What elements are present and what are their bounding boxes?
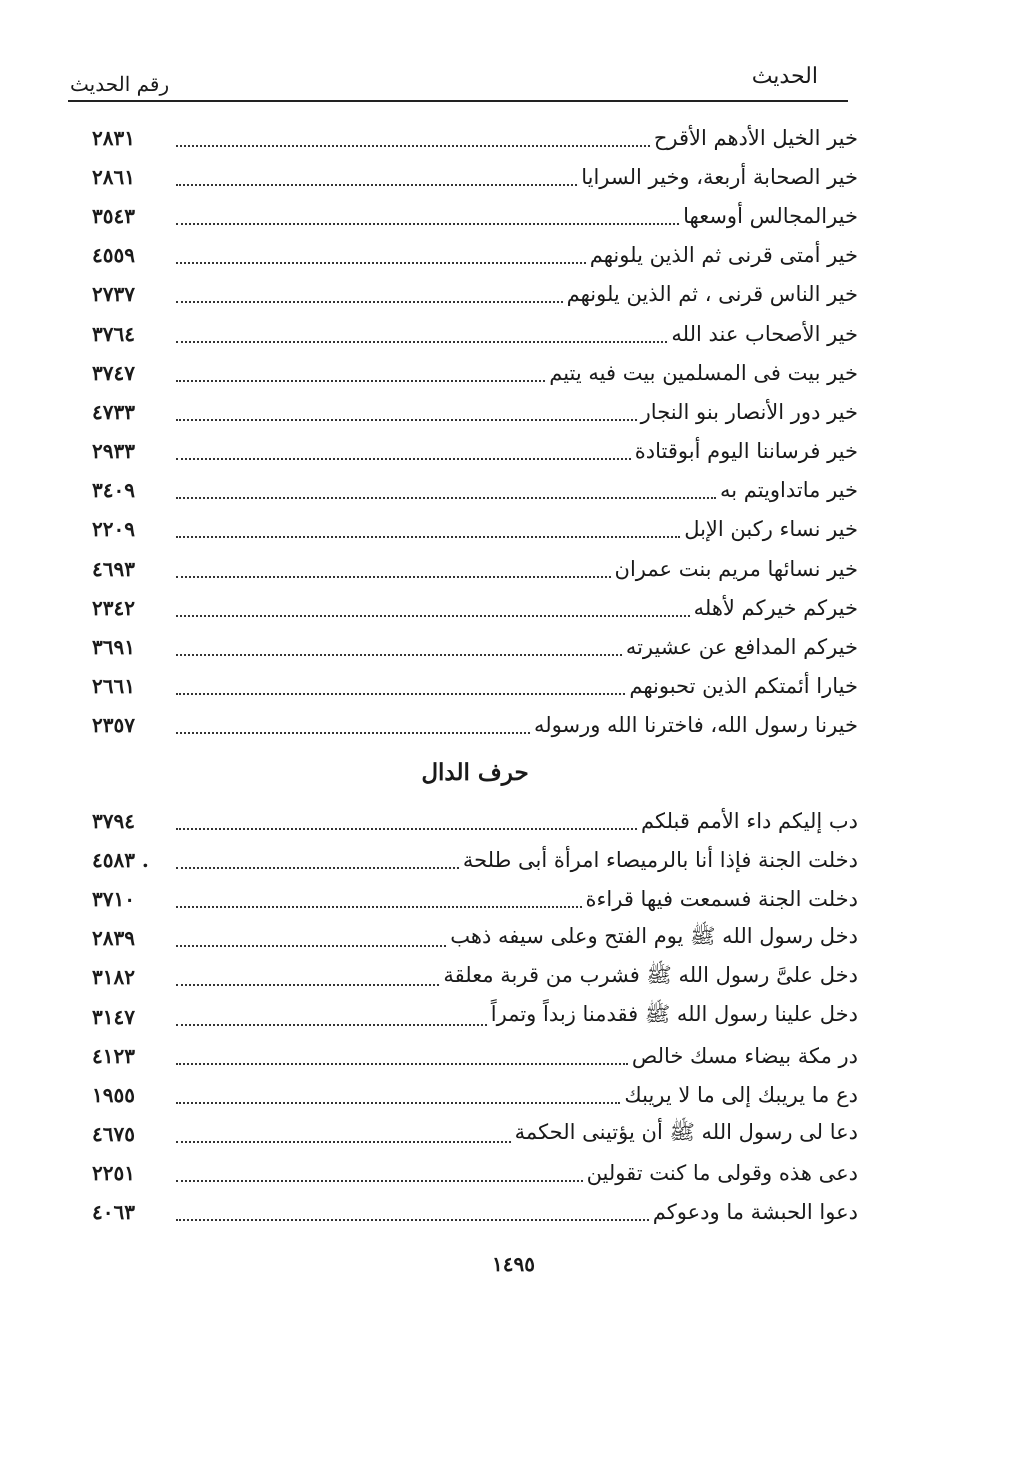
index-entry [92,997,858,1036]
running-header [68,62,848,102]
index-entry [92,879,858,918]
entry-number: ٤٦٩٣ [92,556,135,581]
entry-text: دخلت الجنة فإذا أنا بالرميصاء امرأة أبى طلحة [462,847,858,872]
entry-text: خير فرساننا اليوم أبوقتادة [634,439,858,464]
page-number: ١٤٩٥ [492,1252,535,1276]
index-entry [92,236,858,275]
dot-leader [176,223,679,225]
index-entry [92,1036,858,1075]
dot-leader [176,1141,511,1143]
dot-leader [176,184,577,186]
entry-text: دخل علينا رسول الله ﷺ فقدمنا زبداً وتمراً [490,1002,858,1027]
entry-number: ٢٨٦١ [92,164,135,189]
entry-text: دعوا الحبشة ما ودعوكم [652,1200,858,1225]
dot-leader [176,867,459,869]
index-entry [92,667,858,706]
dot-leader [176,906,582,908]
dot-leader [176,301,563,303]
dot-leader [176,732,530,734]
dot-leader [176,1180,583,1182]
entry-number: ٣١٤٧ [92,1004,135,1029]
entry-text: دخل علىَّ رسول الله ﷺ فشرب من قربة معلقة [443,962,858,987]
index-entry [92,706,858,745]
entry-number: ٢٦٦١ [92,674,135,699]
dot-leader [176,1063,628,1065]
entry-number: ٣٤٠٩ [92,478,135,503]
entry-text: دخل رسول الله ﷺ يوم الفتح وعلى سيفه ذهب [450,923,858,948]
entry-number: ٤١٢٣ [92,1043,135,1068]
entry-text: خيركم المدافع عن عشيرته [625,635,858,660]
kha-entries [92,118,858,745]
entry-number: ٢٨٣١ [92,125,135,150]
index-entry [92,157,858,196]
index-entry [92,958,858,997]
index-entry [92,588,858,627]
entry-text: خيركم خيركم لأهله [693,595,858,620]
index-entry [92,510,858,549]
entry-number: ٣٧٩٤ [92,808,135,833]
entry-text: دع ما يريبك إلى ما لا يريبك [624,1082,858,1107]
entry-number: ٢٢٠٩ [92,517,135,542]
entry-number: ١٩٥٥ [92,1082,135,1107]
index-entry [92,1193,858,1232]
entry-number: ٢٢٥١ [92,1161,135,1186]
dot-leader [176,1024,487,1026]
entry-text: خير نساء ركبن الإبل [684,517,858,542]
entry-number: ٢٧٣٧ [92,282,135,307]
entry-text: دعا لى رسول الله ﷺ أن يؤتينى الحكمة [514,1119,858,1144]
index-entry [92,919,858,958]
entry-text: خير ماتداويتم به [719,478,858,503]
dal-entries [92,801,858,1232]
index-entry [92,840,858,879]
entry-number: ٣١٨٢ [92,965,135,990]
dot-leader [176,341,667,343]
entry-number: ٣٧١٠ [92,886,135,911]
entry-text: خير الأصحاب عند الله [671,321,858,346]
index-entry [92,314,858,353]
dot-leader [176,693,625,695]
entry-number: ٤٧٣٣ [92,399,135,424]
dot-leader [176,654,622,656]
entry-number: ٤٥٨٣ . [92,847,149,872]
dot-leader [176,1219,649,1221]
index-entry [92,801,858,840]
entry-number: ٣٧٤٧ [92,360,135,385]
index-entry [92,1154,858,1193]
section-title: حرف الدال [421,759,529,786]
entry-number: ٢٣٤٢ [92,595,135,620]
dot-leader [176,945,446,947]
dot-leader [176,380,545,382]
index-entry [92,118,858,157]
dot-leader [176,497,716,499]
dot-leader [176,536,680,538]
index-entry [92,471,858,510]
entry-text: خير الناس قرنى ، ثم الذين يلونهم [566,282,858,307]
dot-leader [176,1102,620,1104]
entry-text: خيارا أئمتكم الذين تحبونهم [629,674,858,699]
entry-text: خير دور الأنصار بنو النجار [640,399,858,424]
entry-text: خير أمتى قرنى ثم الذين يلونهم [589,243,858,268]
index-entry [92,1075,858,1114]
index-list [92,118,858,1232]
index-entry [92,275,858,314]
entry-number: ٣٥٤٣ [92,203,135,228]
entry-text: خير الصحابة أربعة، وخير السرايا [581,164,858,189]
index-entry [92,196,858,235]
entry-number: ٤٥٥٩ [92,243,135,268]
index-entry [92,627,858,666]
index-entry [92,432,858,471]
dot-leader [176,984,439,986]
dot-leader [176,145,650,147]
entry-text: خير نسائها مريم بنت عمران [614,556,858,581]
entry-number: ٣٦٩١ [92,635,135,660]
entry-text: در مكة بيضاء مسك خالص [631,1043,858,1068]
dot-leader [176,458,631,460]
entry-text: دخلت الجنة فسمعت فيها قراءة [585,886,858,911]
header-hadith-label: الحديث [751,64,818,89]
entry-number: ٢٣٥٧ [92,713,135,738]
index-entry [92,1115,858,1154]
entry-text: خير بيت فى المسلمين بيت فيه يتيم [549,360,858,385]
entry-text: خيرالمجالس أوسعها [683,203,858,228]
dot-leader [176,576,611,578]
entry-number: ٤٦٧٥ [92,1122,135,1147]
entry-text: دعى هذه وقولى ما كنت تقولين [586,1161,858,1186]
entry-number: ٢٩٣٣ [92,439,135,464]
index-entry [92,392,858,431]
entry-number: ٣٧٦٤ [92,321,135,346]
dot-leader [176,262,586,264]
entry-number: ٤٠٦٣ [92,1200,135,1225]
dot-leader [176,615,690,617]
entry-text: دب إليكم داء الأمم قبلكم [641,808,858,833]
dot-leader [176,828,637,830]
entry-number: ٢٨٣٩ [92,926,135,951]
index-entry [92,353,858,392]
entry-text: خيرنا رسول الله، فاخترنا الله ورسوله [533,713,858,738]
entry-text: خير الخيل الأدهم الأقرح [653,125,858,150]
index-entry [92,549,858,588]
header-number-label: رقم الحديث [70,72,170,96]
dot-leader [176,419,637,421]
